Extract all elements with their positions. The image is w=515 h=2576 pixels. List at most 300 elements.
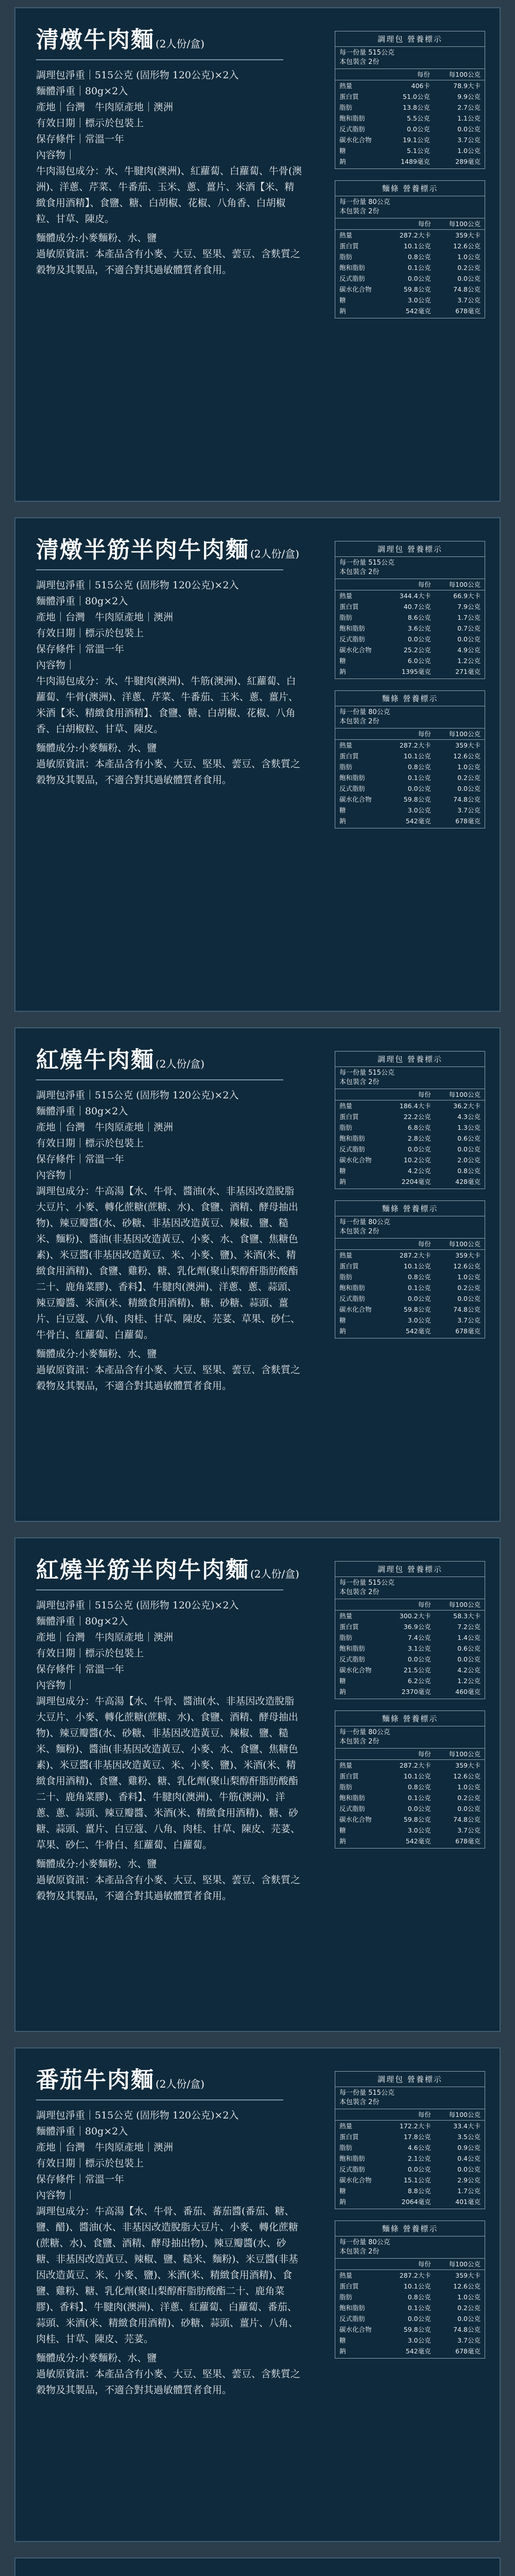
nutrient-name: 鈉 [339, 1327, 346, 1335]
nutrient-name: 糖 [339, 1167, 346, 1175]
nutrient-per-serving: 59.8公克 [403, 2326, 431, 2333]
nutrient-name: 反式脂肪 [339, 635, 366, 643]
nutrition-box-meta [335, 196, 485, 218]
serving-size: 每一份量 515公克 [339, 49, 394, 57]
nutrient-per-serving: 542毫克 [405, 307, 431, 315]
per-100g-header: 每100公克 [435, 1599, 485, 1611]
product-card [14, 1537, 501, 2032]
nutrient-per-100g: 0.6公克 [457, 1134, 480, 1142]
nutrition-row [335, 794, 485, 805]
title-divider [36, 2099, 283, 2100]
nutrient-name: 碳水化合物 [339, 646, 372, 654]
nutrient-per-100g: 0.0公克 [457, 2315, 480, 2323]
nutrient-name: 碳水化合物 [339, 2326, 372, 2333]
spec-line: 內容物｜ [36, 1679, 76, 1691]
nutrition-row [335, 1111, 485, 1122]
nutrient-per-100g: 678毫克 [455, 307, 480, 315]
nutrition-row [335, 1792, 485, 1803]
nutrient-per-serving: 21.5公克 [403, 1666, 431, 1674]
spec-line: 保存條件｜常溫一年 [36, 1663, 125, 1675]
nutrient-per-serving: 287.2大卡 [399, 2272, 431, 2279]
nutrition-box-noodle [335, 2221, 485, 2359]
nutrient-per-serving: 10.1公克 [403, 242, 431, 250]
nutrition-table [335, 1599, 485, 1699]
nutrient-name: 脂肪 [339, 1634, 353, 1641]
nutrient-per-serving: 5.5公克 [407, 114, 430, 122]
nutrition-row [335, 655, 485, 666]
spec-line: 麵體淨重｜80g×2入 [36, 595, 128, 607]
serving-size: 每一份量 80公克 [339, 2239, 390, 2246]
per-serving-header: 每份 [386, 1089, 435, 1100]
per-100g-header: 每100公克 [435, 579, 485, 590]
spec-line: 保存條件｜常溫一年 [36, 2173, 125, 2185]
nutrition-box-title: 麵條 營養標示 [335, 691, 485, 706]
nutrition-row [335, 751, 485, 761]
spec-line: 內容物｜ [36, 659, 76, 671]
nutrition-row [335, 295, 485, 306]
nutrient-per-serving: 3.0公克 [407, 2336, 431, 2344]
nutrient-per-100g: 12.6公克 [453, 1262, 480, 1270]
nutrient-name: 糖 [339, 296, 346, 304]
nutrient-name: 反式脂肪 [339, 1805, 366, 1812]
nutrient-per-100g: 1.7公克 [457, 2187, 480, 2195]
nutrient-per-100g: 74.8公克 [453, 795, 480, 803]
nutrition-table [335, 2109, 485, 2209]
nutrition-header-row [335, 1749, 485, 1760]
nutrient-header-blank [335, 218, 386, 230]
nutrition-box-title: 調理包 營養標示 [335, 2072, 485, 2087]
nutrient-per-100g: 289毫克 [455, 158, 480, 165]
nutrient-per-100g: 2.9公克 [457, 2176, 480, 2184]
nutrient-per-100g: 0.6公克 [457, 1645, 480, 1652]
nutrition-row [335, 2270, 485, 2281]
nutrient-header-blank [335, 1239, 386, 1250]
per-100g-header: 每100公克 [435, 728, 485, 740]
product-info-column [36, 2067, 304, 2398]
nutrition-column [335, 31, 485, 318]
nutrient-per-100g: 0.0公克 [457, 785, 480, 792]
nutrient-name: 反式脂肪 [339, 2315, 366, 2323]
nutrient-per-100g: 0.0公克 [457, 2165, 480, 2173]
nutrition-row [335, 1760, 485, 1771]
product-title-unit: (2人份/盒) [250, 548, 300, 560]
nutrient-name: 蛋白質 [339, 93, 359, 100]
per-serving-header: 每份 [386, 728, 435, 740]
nutrition-box-meta [335, 1726, 485, 1749]
nutrient-per-serving: 2204毫克 [401, 1178, 431, 1185]
nutrition-row [335, 1643, 485, 1654]
nutrient-name: 反式脂肪 [339, 275, 366, 282]
nutrition-row [335, 1675, 485, 1686]
nutrition-header-row [335, 69, 485, 80]
nutrient-name: 碳水化合物 [339, 1156, 372, 1164]
nutrient-name: 糖 [339, 2187, 346, 2195]
nutrient-per-100g: 0.2公克 [457, 1284, 480, 1292]
nutrition-table [335, 728, 485, 828]
ingredients-text: 牛肉湯包成分：水、牛腱肉(澳洲)、牛筋(澳洲)、紅蘿蔔、白蘿蔔、牛骨(澳洲)、洋蔥、芹菜、牛番茄、玉米、蔥、薑片、米酒【米、精緻食用酒精】、食鹽、糖、白胡椒、花椒、八角香、白胡椒粒、甘草、陳皮。 [36, 675, 298, 735]
nutrition-row [335, 2175, 485, 2185]
nutrition-row [335, 1814, 485, 1825]
nutrient-per-serving: 6.0公克 [407, 657, 431, 665]
nutrient-per-100g: 0.4公克 [457, 2155, 480, 2162]
ingredients-text: 調理包成分：牛高湯【水、牛骨、醬油(水、非基因改造脫脂大豆片、小麥、轉化蔗糖(蔗糖、水)、食鹽、酒精、酵母抽出物)、辣豆瓣醬(水、砂糖、非基因改造黃豆、辣椒、鹽、糙米、麵粉)、醬油(非基因改造黃豆、小麥、水、食鹽、焦糖色素)、米豆醬(非基因改造黃豆、米、小麥、鹽)、米酒(米、精緻食用酒精)、食鹽、雞粉、糖、乳化劑(聚山梨醇酐脂肪酸酯二十、鹿角菜膠)、香料】、牛腱肉(澳洲)、洋蔥、蔥、蒜頭、辣豆瓣醬、米酒(米、精緻食用酒精)、糖、砂糖、蒜頭、薑片、白豆蔻、八角、肉桂、甘草、陳皮、芫荽、草果、砂仁、牛骨白、紅蘿蔔、白蘿蔔。 [36, 1185, 301, 1341]
nutrient-name: 飽和脂肪 [339, 2155, 366, 2162]
nutrient-per-serving: 0.8公克 [407, 253, 431, 261]
nutrient-name: 鈉 [339, 307, 346, 315]
nutrient-per-serving: 22.2公克 [403, 1113, 431, 1121]
servings-per-pack: 本包裝含 2份 [339, 718, 380, 725]
nutrition-box-noodle [335, 180, 485, 318]
nutrition-box-sauce-pack [335, 31, 485, 169]
per-100g-header: 每100公克 [435, 1239, 485, 1250]
nutrient-name: 鈉 [339, 2198, 346, 2206]
nutrient-per-serving: 0.1公克 [407, 264, 431, 272]
nutrient-name: 蛋白質 [339, 242, 359, 250]
nutrient-per-100g: 0.0公克 [457, 635, 480, 643]
nutrient-per-serving: 287.2大卡 [399, 231, 431, 239]
nutrition-row [335, 2292, 485, 2302]
nutrient-per-100g: 1.0公克 [457, 1273, 480, 1281]
nutrition-row [335, 1293, 485, 1304]
nutrition-header-row [335, 728, 485, 740]
nutrition-row [335, 1803, 485, 1814]
nutrient-per-serving: 0.0公克 [407, 785, 431, 792]
spec-list [36, 67, 304, 163]
nutrient-per-serving: 10.1公克 [403, 1772, 431, 1780]
nutrition-box-sauce-pack [335, 1561, 485, 1699]
nutrient-name: 鈉 [339, 158, 346, 165]
spec-line: 產地｜台灣 牛肉原產地｜澳洲 [36, 1631, 174, 1643]
nutrition-table [335, 579, 485, 679]
nutrition-table [335, 1089, 485, 1189]
nutrient-per-serving: 0.0公克 [407, 275, 431, 282]
nutrient-name: 熱量 [339, 231, 353, 239]
nutrient-per-serving: 4.2公克 [407, 1167, 431, 1175]
spec-line: 麵體淨重｜80g×2入 [36, 1615, 128, 1627]
nutrient-name: 脂肪 [339, 1783, 353, 1791]
nutrient-per-100g: 0.0公克 [457, 1655, 480, 1663]
nutrient-name: 鈉 [339, 1178, 346, 1185]
nutrition-box-sauce-pack [335, 1051, 485, 1189]
nutrient-per-serving: 0.1公克 [407, 774, 431, 782]
nutrition-row [335, 1782, 485, 1792]
nutrition-box-meta [335, 1067, 485, 1089]
nutrient-per-100g: 401毫克 [455, 2198, 480, 2206]
servings-per-pack: 本包裝含 2份 [339, 2248, 380, 2256]
nutrition-box-title: 調理包 營養標示 [335, 31, 485, 47]
servings-per-pack: 本包裝含 2份 [339, 568, 380, 576]
nutrient-name: 蛋白質 [339, 2133, 359, 2141]
nutrition-header-row [335, 1599, 485, 1611]
nutrient-per-100g: 2.0公克 [457, 1156, 480, 1164]
nutrient-per-serving: 186.4大卡 [399, 1102, 431, 1110]
nutrient-per-100g: 3.5公克 [457, 2133, 480, 2141]
nutrition-column [335, 1561, 485, 1849]
per-100g-header: 每100公克 [435, 218, 485, 230]
nutrition-row [335, 2121, 485, 2132]
nutrient-name: 熱量 [339, 82, 353, 90]
nutrient-per-serving: 344.4大卡 [399, 592, 431, 600]
nutrient-per-serving: 0.0公克 [407, 1295, 431, 1302]
nutrient-per-serving: 406卡 [411, 82, 430, 90]
nutrient-name: 飽和脂肪 [339, 774, 366, 782]
nutrition-row [335, 783, 485, 794]
nutrition-row [335, 2346, 485, 2358]
servings-per-pack: 本包裝含 2份 [339, 58, 380, 66]
product-title [36, 1557, 304, 1584]
nutrition-row [335, 241, 485, 251]
nutrition-row [335, 1133, 485, 1144]
allergen-text: 過敏原資訊：本產品含有小麥、大豆、堅果、蕓豆、含麩質之穀物及其製品，不適合對其過敏體質者食用。 [36, 1874, 301, 1902]
nutrient-per-serving: 3.0公克 [407, 1316, 431, 1324]
per-serving-header: 每份 [386, 1599, 435, 1611]
nutrition-box-title: 調理包 營養標示 [335, 541, 485, 557]
nutrition-row [335, 1654, 485, 1665]
nutrient-per-100g: 3.7公克 [457, 1826, 480, 1834]
nutrient-name: 糖 [339, 1826, 346, 1834]
nutrition-row [335, 1771, 485, 1782]
nutrition-row [335, 1836, 485, 1848]
nutrient-per-100g: 12.6公克 [453, 2282, 480, 2290]
per-100g-header: 每100公克 [434, 69, 485, 80]
nutrition-box-title: 調理包 營養標示 [335, 1562, 485, 1577]
nutrient-per-serving: 542毫克 [405, 1837, 431, 1845]
nutrient-per-100g: 12.6公克 [453, 242, 480, 250]
serving-size: 每一份量 515公克 [339, 2089, 394, 2097]
nutrient-per-serving: 0.1公克 [407, 2304, 431, 2312]
servings-per-pack: 本包裝含 2份 [339, 208, 380, 215]
nutrient-per-100g: 3.7公克 [457, 806, 480, 814]
nutrition-column [335, 1051, 485, 1338]
nutrient-name: 熱量 [339, 1612, 353, 1620]
spec-line: 內容物｜ [36, 1169, 76, 1181]
product-name: 紅燒半筋半肉牛肉麵 [36, 1557, 249, 1583]
nutrient-per-100g: 4.9公克 [457, 646, 480, 654]
nutrient-name: 碳水化合物 [339, 285, 372, 293]
nutrient-per-100g: 74.8公克 [453, 1306, 480, 1313]
serving-size: 每一份量 515公克 [339, 1579, 394, 1587]
nutrient-name: 蛋白質 [339, 1113, 359, 1121]
nutrition-row [335, 2281, 485, 2292]
nutrition-table [335, 1749, 485, 1848]
nutrition-row [335, 623, 485, 634]
nutrient-per-serving: 3.0公克 [407, 806, 431, 814]
nutrient-header-blank [335, 1599, 386, 1611]
nutrition-row [335, 80, 485, 92]
nutrition-row [335, 156, 485, 168]
nutrient-name: 糖 [339, 806, 346, 814]
nutrition-box-meta [335, 1577, 485, 1599]
nutrient-per-100g: 36.2大卡 [453, 1102, 480, 1110]
nutrition-row [335, 2142, 485, 2153]
nutrient-name: 糖 [339, 1677, 346, 1685]
nutrient-name: 蛋白質 [339, 1623, 359, 1631]
nutrient-per-serving: 1489毫克 [401, 158, 430, 165]
nutrient-name: 鈉 [339, 668, 346, 675]
nutrient-name: 反式脂肪 [339, 125, 366, 133]
nutrient-per-serving: 0.8公克 [407, 2293, 431, 2301]
serving-size: 每一份量 80公克 [339, 708, 390, 716]
spec-line: 有效日期｜標示於包裝上 [36, 117, 144, 129]
nutrition-row [335, 2131, 485, 2142]
nutrient-per-serving: 59.8公克 [403, 795, 431, 803]
nutrition-row [335, 1686, 485, 1699]
nutrition-box-meta [335, 2087, 485, 2109]
nutrition-box-noodle [335, 1200, 485, 1338]
nutrient-name: 反式脂肪 [339, 2165, 366, 2173]
nutrition-row [335, 1176, 485, 1189]
nutrient-per-serving: 2064毫克 [401, 2198, 431, 2206]
nutrient-name: 糖 [339, 147, 346, 155]
nutrient-per-serving: 3.0公克 [407, 1826, 431, 1834]
nutrient-name: 碳水化合物 [339, 1306, 372, 1313]
nutrient-header-blank [335, 2109, 386, 2121]
nutrition-header-row [335, 2109, 485, 2121]
nutrient-name: 蛋白質 [339, 752, 359, 760]
product-name: 番茄牛肉麵 [36, 2067, 154, 2093]
nutrient-per-serving: 19.1公克 [403, 136, 430, 144]
nutrient-per-serving: 6.2公克 [407, 1677, 431, 1685]
nutrient-per-serving: 40.7公克 [403, 603, 431, 611]
nutrition-row [335, 1272, 485, 1282]
nutrient-per-100g: 0.9公克 [457, 2144, 480, 2151]
nutrition-box-meta [335, 557, 485, 579]
noodle-ingredients-text: 麵體成分:小麥麵粉、水、鹽 [36, 232, 157, 244]
nutrition-row [335, 1304, 485, 1315]
nutrient-name: 鈉 [339, 2347, 346, 2355]
product-title-unit: (2人份/盒) [156, 2078, 205, 2090]
nutrition-row [335, 1261, 485, 1272]
nutrition-row [335, 666, 485, 679]
allergen-text: 過敏原資訊：本產品含有小麥、大豆、堅果、蕓豆、含麩質之穀物及其製品，不適合對其過敏體質者食用。 [36, 758, 301, 786]
nutrient-per-100g: 1.1公克 [457, 114, 480, 122]
product-title-unit: (2人份/盒) [156, 1058, 205, 1070]
per-serving-header: 每份 [386, 1239, 435, 1250]
noodle-ingredients-text: 麵體成分:小麥麵粉、水、鹽 [36, 1348, 157, 1360]
title-divider [36, 1589, 283, 1590]
nutrition-header-row [335, 579, 485, 590]
nutrient-name: 熱量 [339, 2122, 353, 2130]
spec-line: 保存條件｜常溫一年 [36, 643, 125, 655]
nutrient-per-100g: 7.2公克 [457, 1623, 480, 1631]
spec-line: 麵體淨重｜80g×2入 [36, 85, 128, 97]
nutrient-per-100g: 0.2公克 [457, 2304, 480, 2312]
spec-line: 有效日期｜標示於包裝上 [36, 1137, 144, 1149]
servings-per-pack: 本包裝含 2份 [339, 1078, 380, 1086]
nutrient-per-serving: 287.2大卡 [399, 1761, 431, 1769]
nutrient-per-100g: 678毫克 [455, 1327, 480, 1335]
nutrient-name: 鈉 [339, 1837, 346, 1845]
nutrient-name: 碳水化合物 [339, 2176, 372, 2184]
nutrition-box-title: 麵條 營養標示 [335, 181, 485, 196]
spec-line: 調理包淨重｜515公克 (固形物 120公克)×2入 [36, 1089, 239, 1101]
nutrient-name: 熱量 [339, 2272, 353, 2279]
nutrient-per-100g: 359大卡 [455, 1251, 480, 1259]
spec-line: 調理包淨重｜515公克 (固形物 120公克)×2入 [36, 69, 239, 81]
per-100g-header: 每100公克 [435, 2259, 485, 2270]
product-card [14, 1027, 501, 1522]
nutrient-header-blank [335, 579, 386, 590]
nutrient-per-serving: 5.1公克 [407, 147, 430, 155]
nutrient-per-100g: 0.8公克 [457, 1167, 480, 1175]
nutrition-row [335, 251, 485, 262]
product-info-column [36, 537, 304, 788]
nutrient-per-serving: 0.1公克 [407, 1794, 431, 1802]
nutrient-per-serving: 4.6公克 [407, 2144, 431, 2151]
product-name: 紅燒牛肉麵 [36, 1047, 154, 1073]
serving-size: 每一份量 80公克 [339, 1728, 390, 1736]
nutrient-per-100g: 12.6公克 [453, 752, 480, 760]
spec-line: 有效日期｜標示於包裝上 [36, 627, 144, 639]
product-title [36, 2067, 304, 2094]
nutrition-row [335, 1165, 485, 1176]
nutrient-name: 飽和脂肪 [339, 1284, 366, 1292]
nutrition-box-noodle [335, 1710, 485, 1849]
nutrient-per-100g: 0.7公克 [457, 624, 480, 632]
nutrient-name: 熱量 [339, 1102, 353, 1110]
spec-line: 調理包淨重｜515公克 (固形物 120公克)×2入 [36, 579, 239, 591]
nutrient-name: 脂肪 [339, 253, 353, 261]
nutrient-per-100g: 1.3公克 [457, 1124, 480, 1131]
nutrient-per-100g: 678毫克 [455, 817, 480, 825]
nutrient-per-serving: 2.1公克 [407, 2155, 431, 2162]
nutrient-name: 飽和脂肪 [339, 1134, 366, 1142]
nutrient-per-100g: 0.0公克 [457, 1295, 480, 1302]
nutrient-per-serving: 8.8公克 [407, 2187, 431, 2195]
nutrition-row [335, 1665, 485, 1675]
nutrient-per-100g: 0.0公克 [457, 1805, 480, 1812]
nutrient-name: 碳水化合物 [339, 795, 372, 803]
nutrient-per-serving: 0.0公克 [407, 635, 431, 643]
product-card [14, 2047, 501, 2542]
nutrition-box-meta [335, 47, 485, 69]
nutrient-per-100g: 359大卡 [455, 1761, 480, 1769]
product-name: 清燉半筋半肉牛肉麵 [36, 537, 249, 563]
nutrition-row [335, 1250, 485, 1261]
nutrition-row [335, 1144, 485, 1155]
nutrition-box-title: 麵條 營養標示 [335, 1201, 485, 1216]
nutrient-per-100g: 33.4大卡 [453, 2122, 480, 2130]
nutrient-name: 熱量 [339, 1761, 353, 1769]
nutrient-per-serving: 13.8公克 [403, 104, 430, 111]
nutrient-per-serving: 3.6公克 [407, 624, 431, 632]
per-serving-header: 每份 [386, 2109, 435, 2121]
nutrition-box-title: 麵條 營養標示 [335, 2221, 485, 2236]
servings-per-pack: 本包裝含 2份 [339, 1588, 380, 1596]
nutrition-row [335, 2302, 485, 2313]
nutrient-name: 蛋白質 [339, 603, 359, 611]
nutrition-box-sauce-pack [335, 541, 485, 679]
nutrition-row [335, 124, 485, 134]
per-100g-header: 每100公克 [435, 1749, 485, 1760]
nutrient-per-100g: 1.0公克 [457, 763, 480, 771]
nutrient-per-100g: 0.2公克 [457, 264, 480, 272]
nutrient-name: 熱量 [339, 741, 353, 749]
product-card [14, 2557, 501, 2576]
nutrition-row [335, 273, 485, 284]
nutrition-row [335, 1326, 485, 1338]
nutrient-per-100g: 12.6公克 [453, 1772, 480, 1780]
nutrition-row [335, 1100, 485, 1112]
nutrition-header-row [335, 1089, 485, 1100]
spec-line: 保存條件｜常溫一年 [36, 1153, 125, 1165]
nutrient-name: 蛋白質 [339, 2282, 359, 2290]
nutrient-per-100g: 460毫克 [455, 1688, 480, 1696]
serving-size: 每一份量 515公克 [339, 1069, 394, 1077]
nutrition-row [335, 306, 485, 318]
nutrition-box-noodle [335, 690, 485, 828]
nutrition-row [335, 102, 485, 113]
